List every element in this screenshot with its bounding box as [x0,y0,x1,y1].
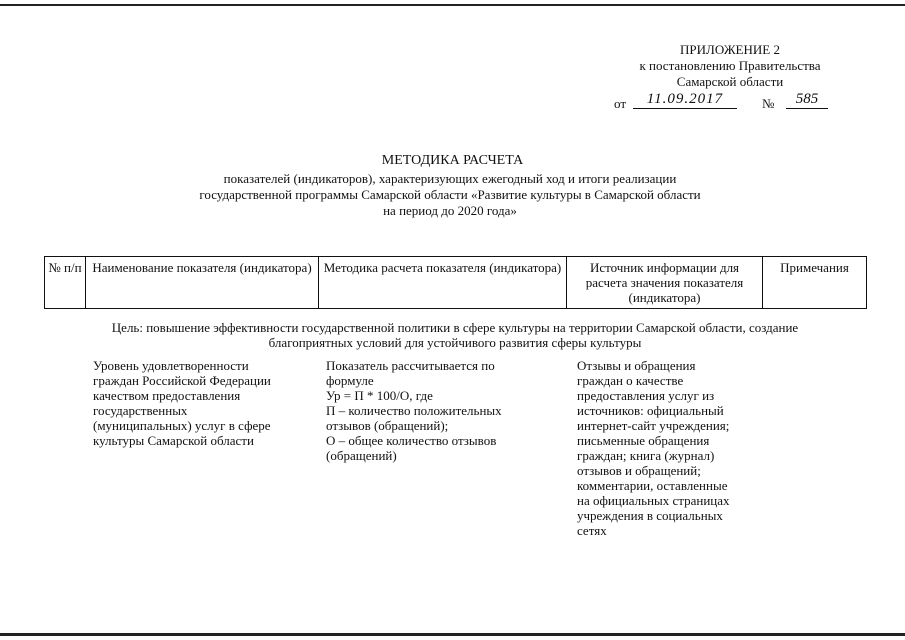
subtitle-line-2: государственной программы Самарской области «Развитие культуры в Самарской области [199,187,701,202]
document-subtitle [140,171,760,219]
document-title: МЕТОДИКА РАСЧЕТА [381,153,524,168]
text-line: качеством предоставления [93,388,241,403]
number-prefix: № [762,96,775,111]
text-line: комментарии, оставленные [577,478,728,493]
text-line: (обращений) [326,448,397,463]
appendix-line-2: Самарской области [676,74,784,89]
text-line: письменные обращения [577,433,710,448]
goal-line-2: благоприятных условий для устойчивого развития сферы культуры [268,335,642,350]
text-line: Уровень удовлетворенности [93,358,249,373]
header-table [44,256,867,309]
text-line: (муниципальных) услуг в сфере [93,418,271,433]
text-line: О – общее количество отзывов [326,433,497,448]
text-line: формуле [326,373,374,388]
text-line: учреждения в социальных [577,508,723,523]
header-source: Источник информации для расчета значения показателя (индикатора) [567,257,763,309]
text-line: Ур = П * 100/О, где [326,388,433,403]
goal-line-1: Цель: повышение эффективности государственной политики в сфере культуры на территории Самарской области, создание [111,320,799,335]
date-prefix: от [614,96,627,111]
decree-number: 585 [786,91,828,109]
method-cell [326,358,556,463]
text-line: граждан; книга (журнал) [577,448,715,463]
subtitle-line-3: на период до 2020 года» [383,203,517,218]
header-method: Методика расчета показателя (индикатора) [319,257,567,309]
text-line: государственных [93,403,188,418]
decree-date: 11.09.2017 [633,91,737,109]
header-indicator-name: Наименование показателя (индикатора) [86,257,319,309]
bottom-border-line [0,633,905,636]
text-line: граждан о качестве [577,373,684,388]
text-line: источников: официальный [577,403,724,418]
text-line: на официальных страницах [577,493,730,508]
text-line: отзывов (обращений); [326,418,449,433]
text-line: отзывов и обращений; [577,463,701,478]
text-line: Показатель рассчитывается по [326,358,495,373]
header-row [45,257,867,309]
subtitle-line-1: показателей (индикаторов), характеризующих ежегодный ход и итоги реализации [223,171,677,186]
text-line: Отзывы и обращения [577,358,696,373]
header-number: № п/п [45,257,86,309]
header-notes: Примечания [763,257,867,309]
goal-text [30,320,880,350]
source-cell [577,358,767,538]
top-border-line [0,4,905,6]
text-line: интернет-сайт учреждения; [577,418,730,433]
text-line: культуры Самарской области [93,433,254,448]
decree-date-number [600,93,860,111]
text-line: сетях [577,523,607,538]
appendix-label: ПРИЛОЖЕНИЕ 2 [680,42,780,57]
indicator-name-cell [93,358,313,448]
appendix-block [600,42,860,90]
text-line: предоставления услуг из [577,388,715,403]
text-line: граждан Российской Федерации [93,373,271,388]
appendix-line-1: к постановлению Правительства [639,58,821,73]
text-line: П – количество положительных [326,403,502,418]
